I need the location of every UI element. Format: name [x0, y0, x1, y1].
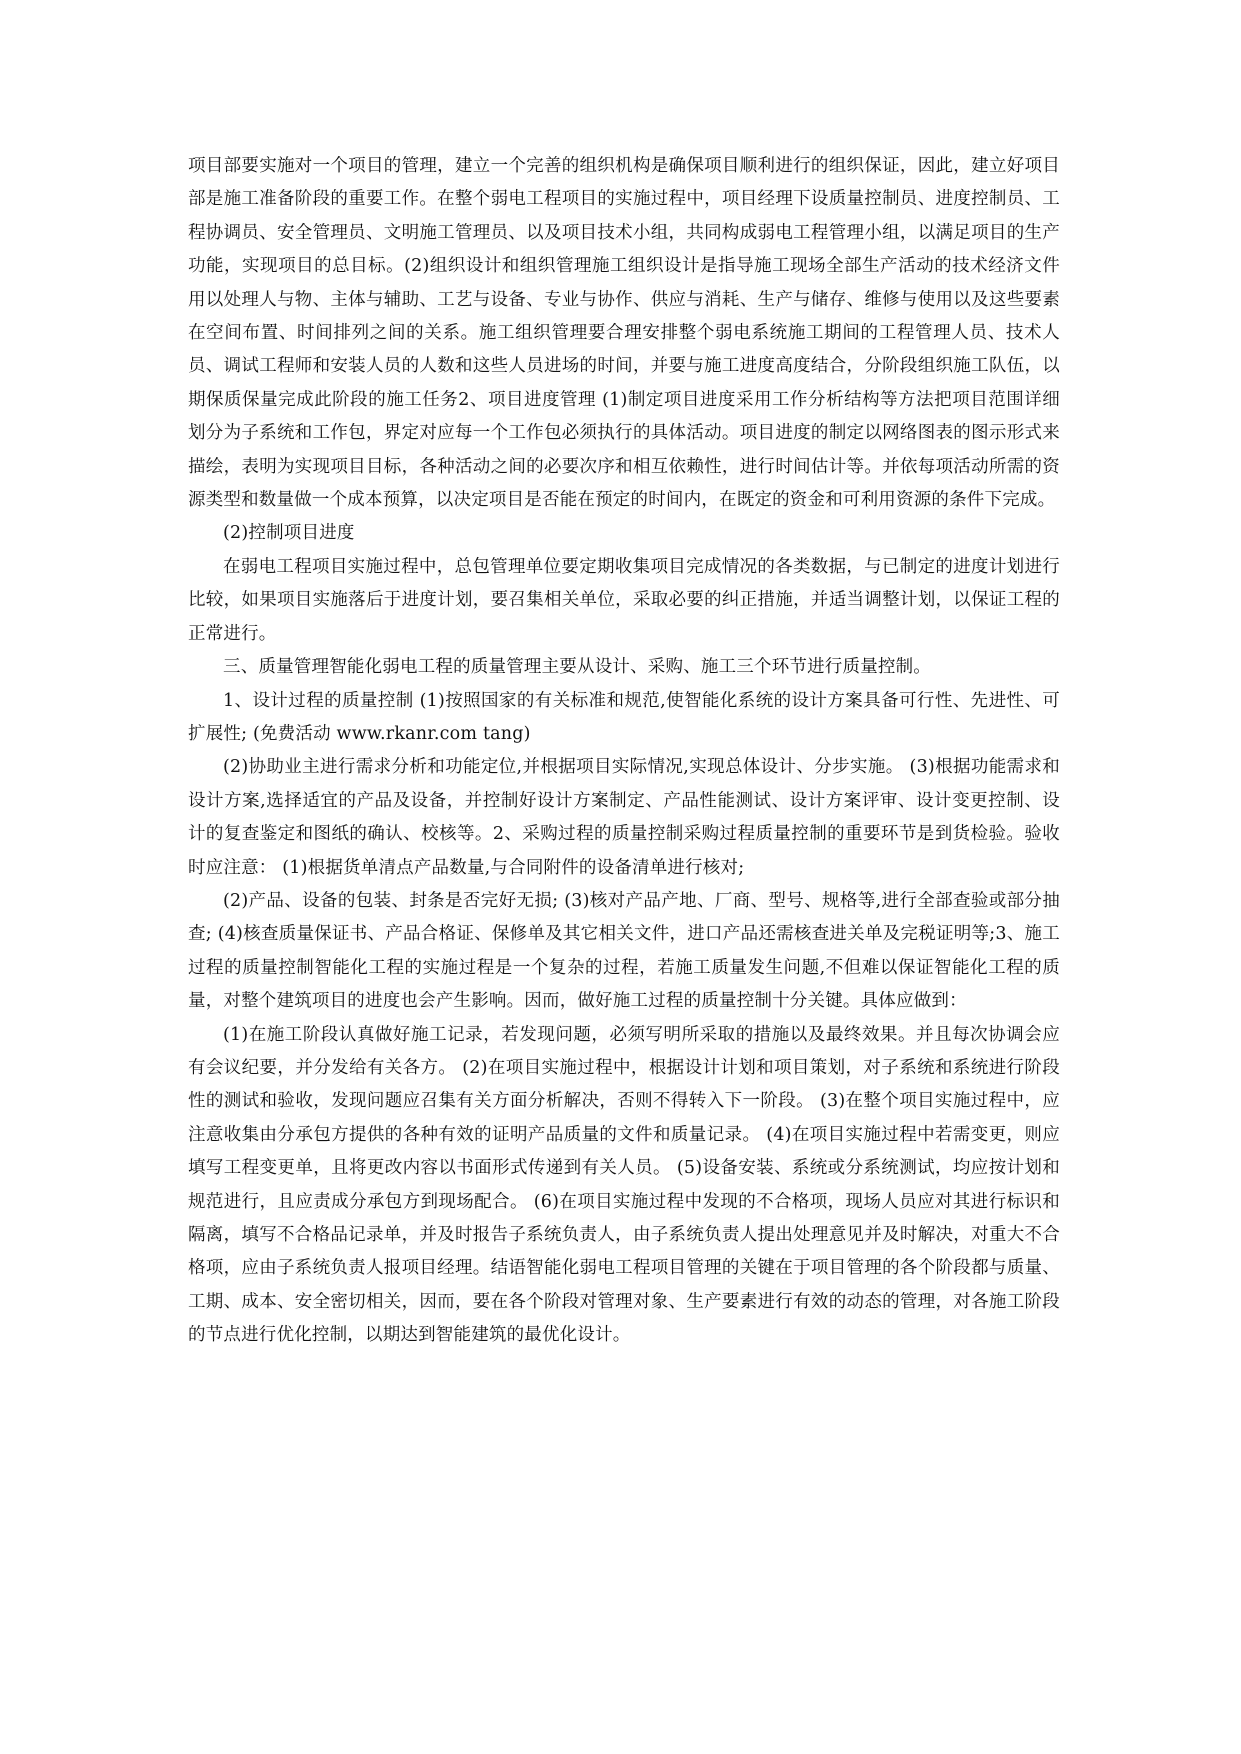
paragraph-quality-management: 三、质量管理智能化弱电工程的质量管理主要从设计、采购、施工三个环节进行质量控制。: [223, 657, 931, 678]
paragraph-project-organization: 项目部要实施对一个项目的管理，建立一个完善的组织机构是确保项目顺利进行的组织保证，因此，建立好项目部是施工准备阶段的重要工作。在整个弱电工程项目的实施过程中，项目经理下设质量控制员、进度控制员、工程协调员、安全管理员、文明施工管理员、以及项目技术小组，共同构成弱电工程管理小组，以满足项目的生产功能，实现项目的总目标。(2)组织设计和组织管理施工组织设计是指导施工现场全部生产活动的技术经济文件用以处理人与物、主体与辅助、工艺与设备、专业与协作、供应与消耗、生产与储存、维修与使用以及这些要素在空间布置、时间排列之间的关系。施工组织管理要合理安排整个弱电系统施工期间的工程管理人员、技术人员、调试工程师和安装人员的人数和这些人员进场的时间，并要与施工进度高度结合，分阶段组织施工队伍，以期保质保量完成此阶段的施工任务2、项目进度管理 (1)制定项目进度采用工作分析结构等方法把项目范围详细划分为子系统和工作包，界定对应每一个工作包必须执行的具体活动。项目进度的制定以网络图表的图示形式来描绘，表明为实现项目目标，各种活动之间的必要次序和相互依赖性，进行时间估计等。并依每项活动所需的资源类型和数量做一个成本预算，以决定项目是否能在预定的时间内，在既定的资金和可利用资源的条件下完成。: [188, 156, 1060, 511]
paragraph-schedule-control: 在弱电工程项目实施过程中，总包管理单位要定期收集项目完成情况的各类数据，与已制定的进度计划进行比较，如果项目实施落后于进度计划，要召集相关单位，采取必要的纠正措施，并适当调整计划，以保证工程的正常进行。: [188, 556, 1060, 644]
paragraph-schedule-control-heading: (2)控制项目进度: [223, 523, 355, 544]
paragraph-design-quality: 1、设计过程的质量控制 (1)按照国家的有关标准和规范,使智能化系统的设计方案具备可行性、先进性、可扩展性; (免费活动 www.rkanr.com tang): [188, 690, 1060, 744]
paragraph-construction-quality: (1)在施工阶段认真做好施工记录，若发现问题，必须写明所采取的措施以及最终效果。并且每次协调会应有会议纪要，并分发给有关各方。 (2)在项目实施过程中，根据设计计划和项目策划，对子系统和系统进行阶段性的测试和验收，发现问题应召集有关方面分析解决，否则不得转入下一阶段。 (3)在整个项目实施过程中，应注意收集由分承包方提供的各种有效的证明产品质量的文件和质量记录。 (4)在项目实施过程中若需变更，则应填写工程变更单，且将更改内容以书面形式传递到有关人员。 (5)设备安装、系统或分系统测试，均应按计划和规范进行，且应责成分承包方到现场配合。 (6)在项目实施过程中发现的不合格项，现场人员应对其进行标识和隔离，填写不合格品记录单，并及时报告子系统负责人，由子系统负责人提出处理意见并及时解决，对重大不合格项，应由子系统负责人报项目经理。结语智能化弱电工程项目管理的关键在于项目管理的各个阶段都与质量、工期、成本、安全密切相关，因而，要在各个阶段对管理对象、生产要素进行有效的动态的管理，对各施工阶段的节点进行优化控制，以期达到智能建筑的最优化设计。: [188, 1024, 1060, 1346]
paragraph-inspection: (2)产品、设备的包装、封条是否完好无损; (3)核对产品产地、厂商、型号、规格等,进行全部查验或部分抽查; (4)核查质量保证书、产品合格证、保修单及其它相关文件，进口产品还需核查进关单及完税证明等;3、施工过程的质量控制智能化工程的实施过程是一个复杂的过程，若施工质量发生问题,不但难以保证智能化工程的质量，对整个建筑项目的进度也会产生影响。因而，做好施工过程的质量控制十分关键。具体应做到：: [188, 890, 1060, 1012]
document-body: [188, 150, 1060, 1353]
paragraph-procurement-quality: (2)协助业主进行需求分析和功能定位,并根据项目实际情况,实现总体设计、分步实施。 (3)根据功能需求和设计方案,选择适宜的产品及设备，并控制好设计方案制定、产品性能测试、设计方案评审、设计变更控制、设计的复查鉴定和图纸的确认、校核等。2、采购过程的质量控制采购过程质量控制的重要环节是到货检验。验收时应注意： (1)根据货单清点产品数量,与合同附件的设备清单进行核对;: [188, 757, 1060, 878]
